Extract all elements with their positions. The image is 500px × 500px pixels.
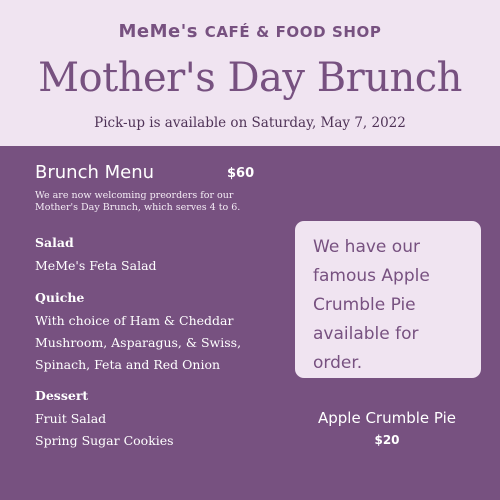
menu-item: Mushroom, Asparagus, & Swiss, bbox=[35, 335, 242, 350]
brand-name bbox=[0, 21, 500, 42]
section-heading: Salad bbox=[35, 235, 74, 250]
menu-item: Spinach, Feta and Red Onion bbox=[35, 357, 221, 372]
brand-name-main: MeMe's bbox=[118, 21, 198, 42]
brand-name-rest: CAFÉ & FOOD SHOP bbox=[204, 23, 382, 41]
menu-item: With choice of Ham & Cheddar bbox=[35, 313, 234, 328]
menu-item: Spring Sugar Cookies bbox=[35, 433, 174, 448]
promo-item-name: Apple Crumble Pie bbox=[317, 409, 457, 427]
promo-box bbox=[295, 221, 481, 378]
section-heading: Quiche bbox=[35, 290, 85, 305]
section-heading: Dessert bbox=[35, 388, 89, 403]
menu-item: MeMe's Feta Salad bbox=[35, 258, 157, 273]
page-title: Mother's Day Brunch bbox=[38, 55, 462, 101]
menu-section-salad bbox=[35, 235, 157, 277]
promo-item-price: $20 bbox=[374, 433, 400, 447]
menu-title: Brunch Menu bbox=[35, 162, 155, 183]
pickup-date: Pick-up is available on Saturday, May 7, 2022 bbox=[94, 115, 406, 131]
menu-price: $60 bbox=[227, 166, 255, 181]
menu-section-dessert bbox=[35, 388, 174, 452]
menu-section-quiche bbox=[35, 290, 241, 376]
menu-item: Fruit Salad bbox=[35, 411, 107, 426]
menu-intro: We are now welcoming preorders for our Mother's Day Brunch, which serves 4 to 6. bbox=[35, 190, 241, 213]
promo-text: We have our famous Apple Crumble Pie available for order. bbox=[313, 237, 430, 373]
